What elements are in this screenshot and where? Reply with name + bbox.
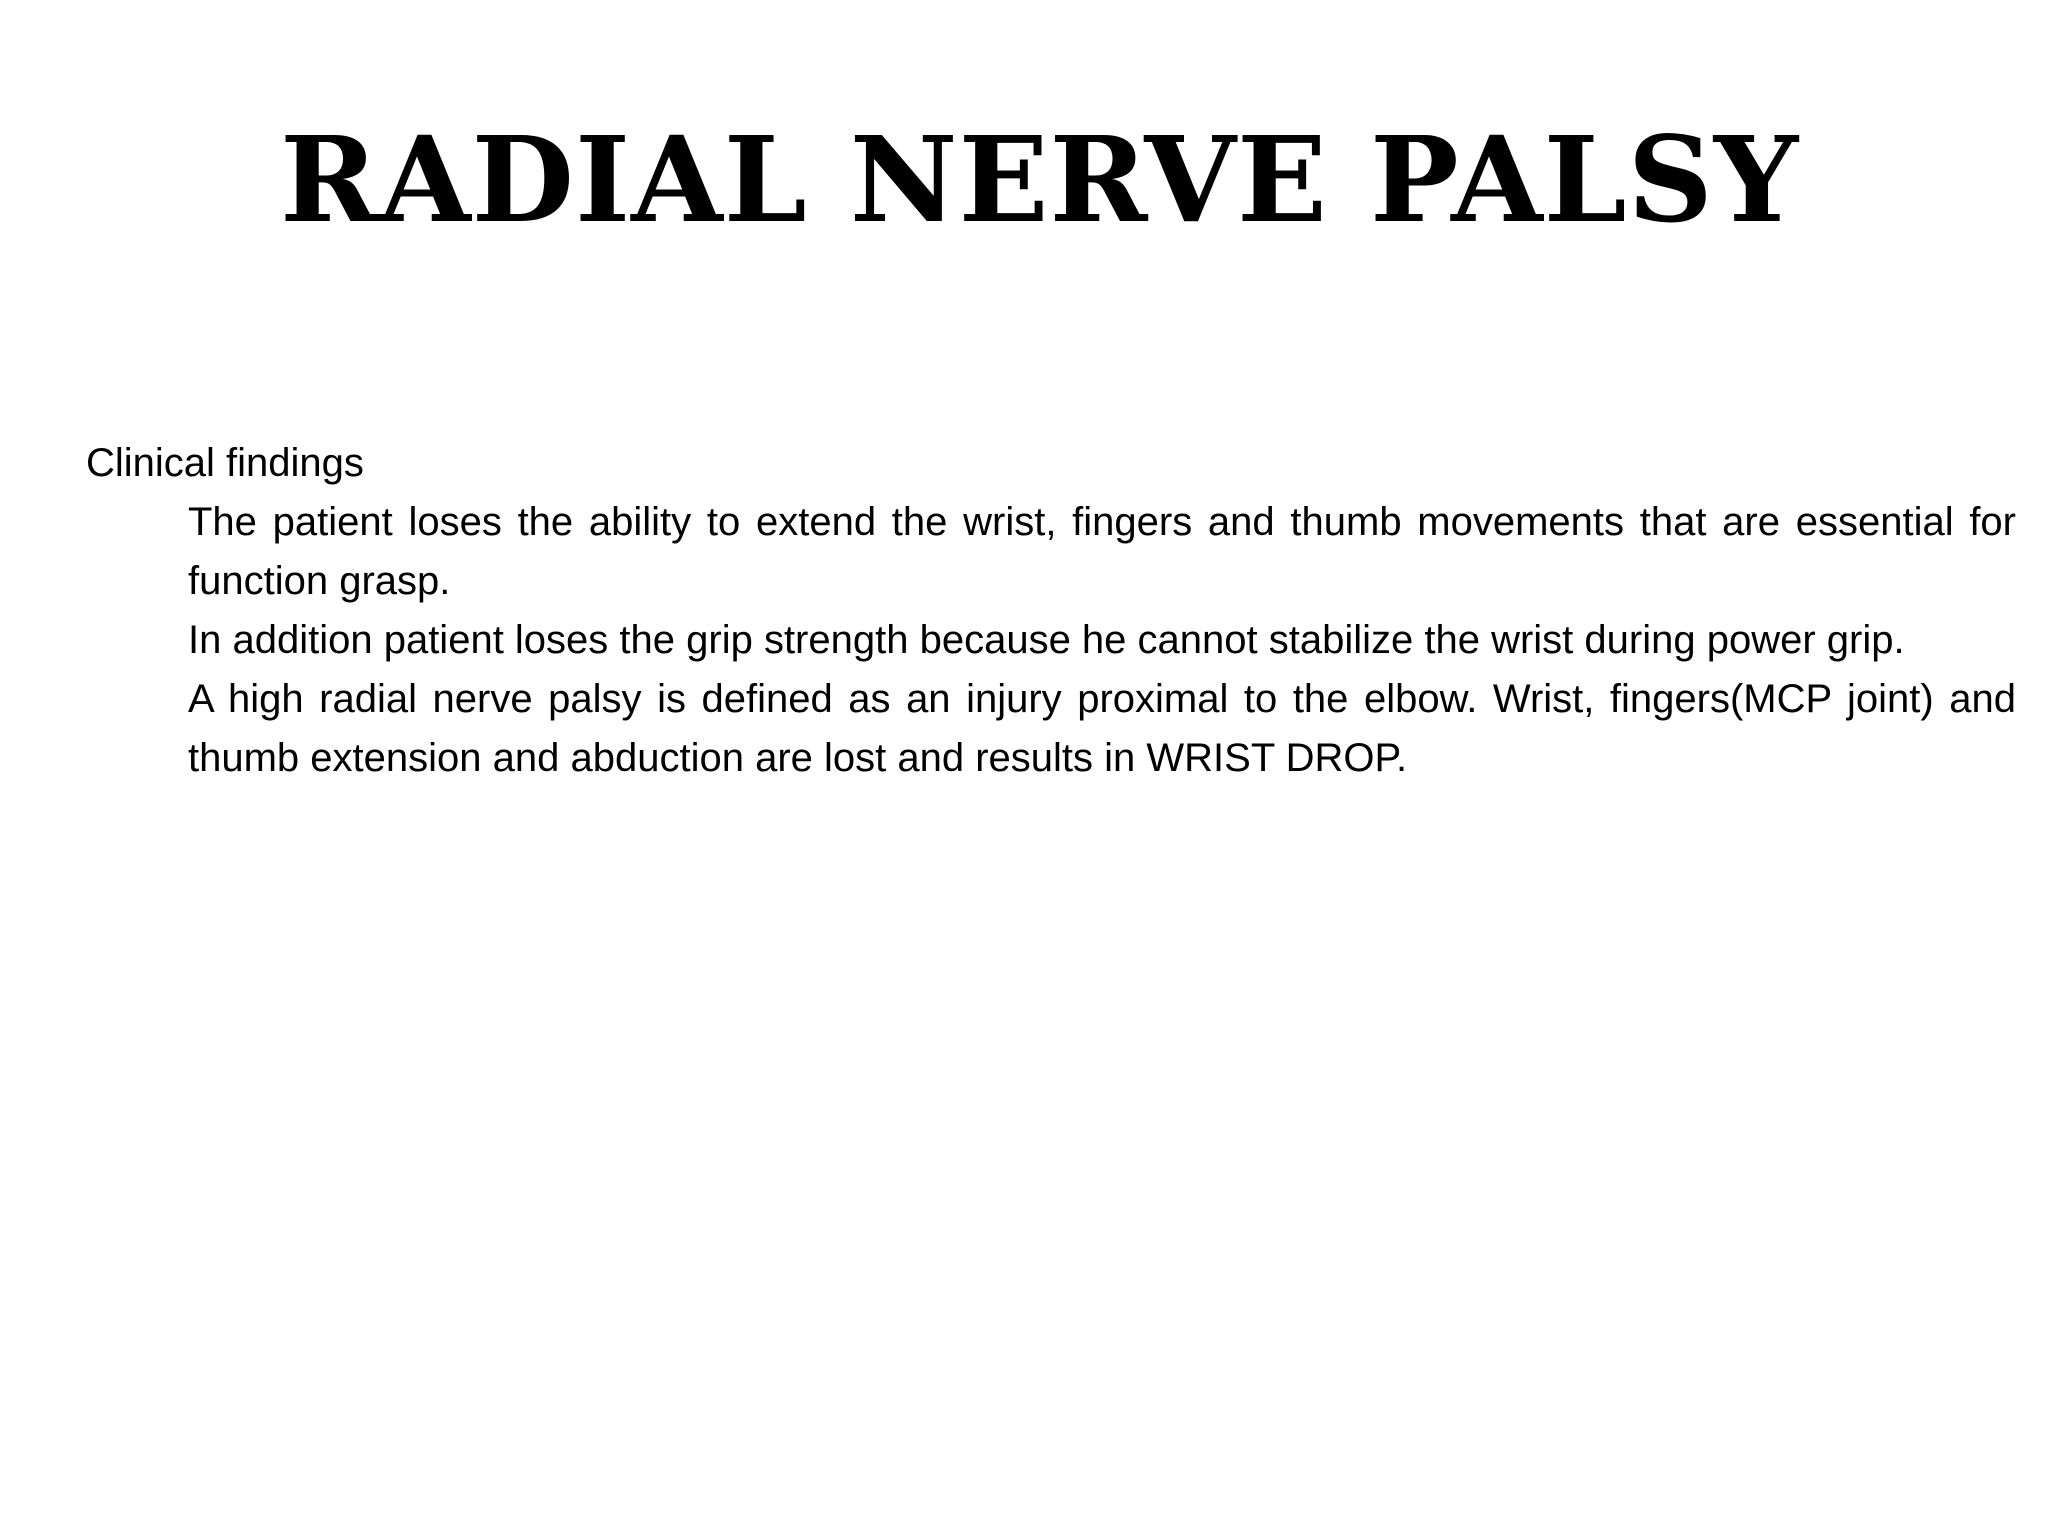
findings-list xyxy=(86,493,2016,788)
finding-item: The patient loses the ability to extend the wrist, fingers and thumb movements that are essential for function grasp. xyxy=(188,500,2016,603)
finding-item: In addition patient loses the grip strength because he cannot stabilize the wrist during power grip. xyxy=(188,618,1905,662)
slide-title: RADIAL NERVE PALSY xyxy=(280,110,1800,249)
slide-body xyxy=(86,434,2016,788)
finding-item: A high radial nerve palsy is defined as an injury proximal to the elbow. Wrist, fingers(MCP joint) and thumb extension and abduction are lost and results in WRIST DROP. xyxy=(188,677,2016,780)
section-label: Clinical findings xyxy=(86,441,364,485)
